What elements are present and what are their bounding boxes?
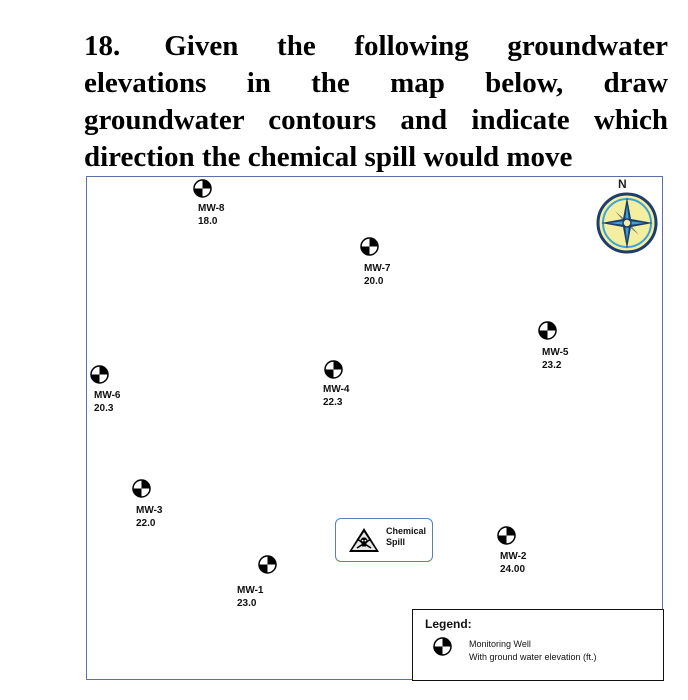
toxic-hazard-icon — [348, 527, 380, 558]
well-label-mw-4: MW-4 22.3 — [323, 384, 350, 408]
monitoring-well-icon — [497, 526, 516, 545]
legend-title: Legend: — [425, 617, 472, 631]
well-label-mw-7: MW-7 20.0 — [364, 263, 391, 287]
well-label-mw-6: MW-6 20.3 — [94, 390, 121, 414]
monitoring-well-icon — [433, 637, 452, 656]
monitoring-well-icon — [258, 555, 277, 574]
legend-box — [412, 609, 664, 681]
monitoring-well-icon — [324, 360, 343, 379]
compass-north-label: N — [618, 177, 627, 191]
monitoring-well-icon — [538, 321, 557, 340]
legend-description: Monitoring Well With ground water elevation (ft.) — [469, 639, 597, 662]
well-label-mw-3: MW-3 22.0 — [136, 505, 163, 529]
site-map — [86, 176, 663, 680]
chemical-spill-label: Chemical Spill — [386, 526, 427, 547]
question-body: Given the following groundwater elevations in the map below, draw groundwater contours and indicate which direction the chemical spill would move — [84, 30, 668, 173]
well-label-mw-2: MW-2 24.00 — [500, 551, 527, 575]
well-label-mw-8: MW-8 18.0 — [198, 203, 225, 227]
chemical-spill-box — [335, 518, 433, 562]
question-number: 18. — [84, 30, 121, 62]
monitoring-well-icon — [193, 179, 212, 198]
question-text — [84, 28, 668, 176]
well-label-mw-5: MW-5 23.2 — [542, 347, 569, 371]
monitoring-well-icon — [132, 479, 151, 498]
well-label-mw-1: MW-1 23.0 — [237, 585, 264, 609]
monitoring-well-icon — [90, 365, 109, 384]
monitoring-well-icon — [360, 237, 379, 256]
compass-rose-icon — [595, 191, 659, 260]
